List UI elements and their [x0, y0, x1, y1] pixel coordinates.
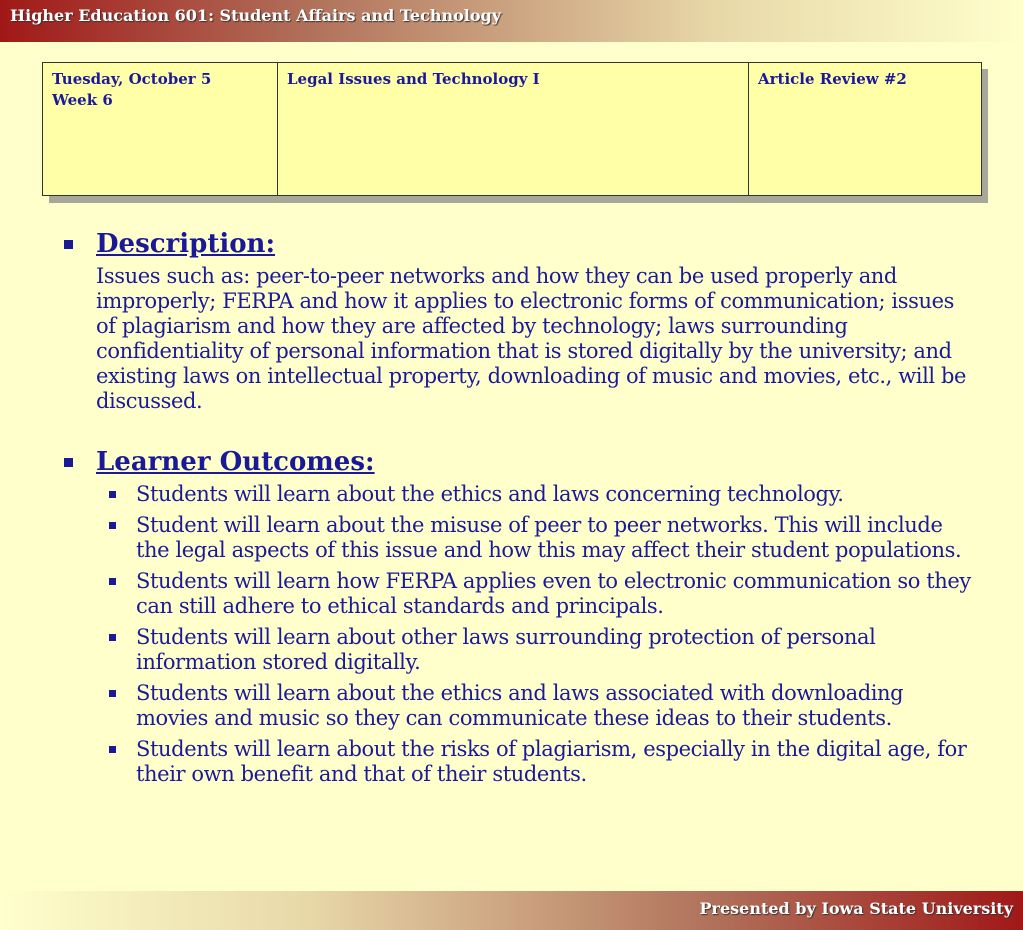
description-section [58, 226, 973, 414]
outcomes-list [96, 482, 973, 787]
footer-banner [0, 891, 1023, 930]
square-bullet-icon [109, 522, 116, 529]
outcome-text: Students will learn about the ethics and laws associated with downloading movies and music so they can communicate these ideas to their students. [136, 681, 904, 730]
assignment-cell [749, 63, 982, 196]
description-text: Issues such as: peer-to-peer networks and how they can be used properly and improperly; FERPA and how it applies to electronic forms of communication; issues of plagiarism and how they are affected by technology; laws surrounding confidentiality of personal information that is stored digitally by the university; and existing laws on intellectual property, downloading of music and movies, etc., will be discussed. [96, 264, 967, 413]
presenter-credit: Presented by Iowa State University [699, 899, 1013, 918]
session-assignment: Article Review #2 [758, 70, 907, 88]
square-bullet-icon [109, 690, 116, 697]
square-bullet-icon [109, 491, 116, 498]
session-date: Tuesday, October 5 [52, 70, 212, 88]
schedule-row [43, 63, 982, 196]
outcomes-heading: Learner Outcomes: [96, 447, 375, 477]
schedule-table [42, 62, 982, 196]
list-item [96, 625, 973, 675]
date-cell [43, 63, 278, 196]
outcome-text: Students will learn about other laws surrounding protection of personal information stored digitally. [136, 625, 876, 674]
topic-cell [278, 63, 749, 196]
list-item [96, 482, 973, 507]
outcome-text: Students will learn about the ethics and laws concerning technology. [136, 482, 844, 506]
list-item [96, 569, 973, 619]
course-title: Higher Education 601: Student Affairs and Technology [10, 6, 501, 25]
session-week: Week 6 [52, 91, 113, 109]
session-topic: Legal Issues and Technology I [287, 70, 540, 88]
description-heading: Description: [96, 229, 276, 259]
header-banner [0, 0, 1023, 42]
list-item [96, 513, 973, 563]
slide-content [58, 226, 973, 793]
square-bullet-icon [64, 240, 73, 249]
list-item [96, 681, 973, 731]
square-bullet-icon [109, 634, 116, 641]
outcome-text: Student will learn about the misuse of peer to peer networks. This will include the legal aspects of this issue and how this may affect their student populations. [136, 513, 962, 562]
outcomes-section [58, 444, 973, 787]
outcome-text: Students will learn how FERPA applies even to electronic communication so they can still adhere to ethical standards and principals. [136, 569, 971, 618]
square-bullet-icon [109, 746, 116, 753]
square-bullet-icon [64, 458, 73, 467]
outcome-text: Students will learn about the risks of plagiarism, especially in the digital age, for their own benefit and that of their students. [136, 737, 967, 786]
list-item [96, 737, 973, 787]
square-bullet-icon [109, 578, 116, 585]
